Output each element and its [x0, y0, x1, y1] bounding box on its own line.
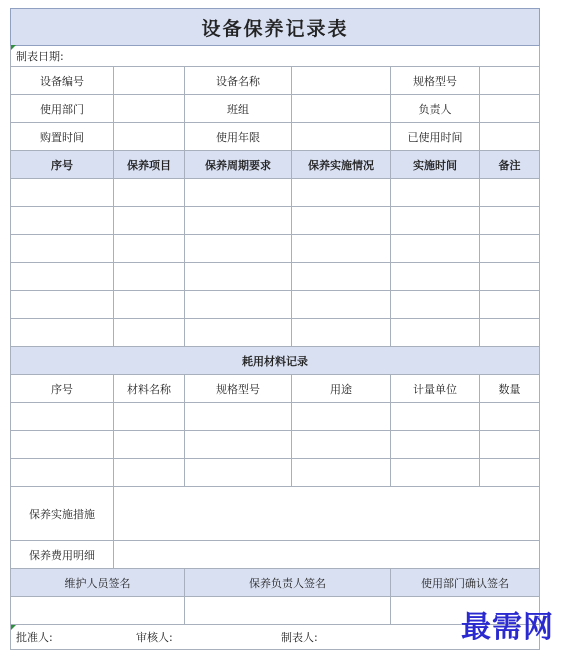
- value-purchase-time[interactable]: [114, 123, 185, 151]
- table-cell[interactable]: [292, 459, 391, 487]
- watermark-logo: 最需网: [461, 610, 554, 645]
- table-cell[interactable]: [114, 403, 185, 431]
- measures-label: 保养实施措施: [11, 487, 114, 541]
- label-service-life: 使用年限: [185, 123, 292, 151]
- table-cell[interactable]: [292, 263, 391, 291]
- table-cell[interactable]: [292, 403, 391, 431]
- maintenance-record-table: [10, 8, 540, 650]
- maintenance-row: [11, 319, 540, 347]
- table-cell[interactable]: [391, 459, 480, 487]
- maintenance-row: [11, 235, 540, 263]
- table-cell[interactable]: [391, 291, 480, 319]
- value-spec-model[interactable]: [480, 67, 540, 95]
- table-cell[interactable]: [480, 207, 540, 235]
- table-cell[interactable]: [185, 319, 292, 347]
- table-cell[interactable]: [185, 291, 292, 319]
- table-cell[interactable]: [114, 179, 185, 207]
- measures-row: [11, 487, 540, 541]
- table-cell[interactable]: [391, 207, 480, 235]
- table-cell[interactable]: [114, 263, 185, 291]
- value-department[interactable]: [114, 95, 185, 123]
- table-cell[interactable]: [480, 179, 540, 207]
- mat-header-spec: 规格型号: [185, 375, 292, 403]
- table-cell[interactable]: [185, 207, 292, 235]
- maintenance-row: [11, 207, 540, 235]
- reviewer-label[interactable]: 审核人:: [136, 631, 173, 644]
- label-team: 班组: [185, 95, 292, 123]
- table-cell[interactable]: [480, 319, 540, 347]
- cost-row: [11, 541, 540, 569]
- table-cell[interactable]: [11, 431, 114, 459]
- table-cell[interactable]: [11, 319, 114, 347]
- table-cell[interactable]: [185, 235, 292, 263]
- table-cell[interactable]: [11, 459, 114, 487]
- preparer-label[interactable]: 制表人:: [281, 631, 318, 644]
- label-spec-model: 规格型号: [391, 67, 480, 95]
- mat-header-use: 用途: [292, 375, 391, 403]
- table-cell[interactable]: [114, 291, 185, 319]
- maintenance-record-sheet: [10, 8, 539, 650]
- table-cell[interactable]: [480, 291, 540, 319]
- material-row: [11, 431, 540, 459]
- signature-department-label: 使用部门确认签名: [391, 569, 540, 597]
- value-equipment-no[interactable]: [114, 67, 185, 95]
- value-used-time[interactable]: [480, 123, 540, 151]
- table-cell[interactable]: [11, 179, 114, 207]
- material-row: [11, 403, 540, 431]
- table-cell[interactable]: [391, 235, 480, 263]
- title-row: [11, 9, 540, 46]
- table-cell[interactable]: [391, 319, 480, 347]
- signature-supervisor-label: 保养负责人签名: [185, 569, 391, 597]
- approver-label[interactable]: 批准人:: [16, 631, 53, 644]
- table-cell[interactable]: [391, 179, 480, 207]
- table-cell[interactable]: [185, 459, 292, 487]
- date-row: [11, 46, 540, 67]
- table-cell[interactable]: [185, 179, 292, 207]
- table-cell[interactable]: [391, 431, 480, 459]
- table-cell[interactable]: [480, 235, 540, 263]
- table-cell[interactable]: [11, 291, 114, 319]
- table-cell[interactable]: [292, 319, 391, 347]
- info-row-3: [11, 123, 540, 151]
- label-person-in-charge: 负责人: [391, 95, 480, 123]
- table-cell[interactable]: [480, 403, 540, 431]
- cost-value[interactable]: [114, 541, 540, 569]
- header-status: 保养实施情况: [292, 151, 391, 179]
- cell-comment-marker: [11, 625, 16, 630]
- table-cell[interactable]: [292, 179, 391, 207]
- form-title: 设备保养记录表: [11, 9, 540, 46]
- header-item: 保养项目: [114, 151, 185, 179]
- signature-maintainer-field[interactable]: [11, 597, 185, 625]
- header-time: 实施时间: [391, 151, 480, 179]
- table-cell[interactable]: [292, 291, 391, 319]
- materials-section-title: 耗用材料记录: [11, 347, 540, 375]
- table-cell[interactable]: [185, 263, 292, 291]
- mat-header-seq: 序号: [11, 375, 114, 403]
- table-cell[interactable]: [114, 319, 185, 347]
- table-cell[interactable]: [185, 431, 292, 459]
- table-cell[interactable]: [391, 403, 480, 431]
- table-cell[interactable]: [480, 431, 540, 459]
- table-cell[interactable]: [11, 263, 114, 291]
- label-equipment-name: 设备名称: [185, 67, 292, 95]
- materials-header-row: [11, 375, 540, 403]
- mat-header-name: 材料名称: [114, 375, 185, 403]
- label-equipment-no: 设备编号: [11, 67, 114, 95]
- header-cycle: 保养周期要求: [185, 151, 292, 179]
- table-cell[interactable]: [480, 263, 540, 291]
- signature-header-row: [11, 569, 540, 597]
- signature-maintainer-label: 维护人员签名: [11, 569, 185, 597]
- mat-header-qty: 数量: [480, 375, 540, 403]
- table-cell[interactable]: [391, 263, 480, 291]
- label-purchase-time: 购置时间: [11, 123, 114, 151]
- header-remark: 备注: [480, 151, 540, 179]
- mat-header-unit: 计量单位: [391, 375, 480, 403]
- maintenance-header-row: [11, 151, 540, 179]
- table-cell[interactable]: [114, 207, 185, 235]
- table-cell[interactable]: [11, 235, 114, 263]
- label-used-time: 已使用时间: [391, 123, 480, 151]
- material-row: [11, 459, 540, 487]
- table-cell[interactable]: [292, 235, 391, 263]
- date-label[interactable]: 制表日期:: [11, 46, 540, 67]
- table-cell[interactable]: [11, 207, 114, 235]
- table-cell[interactable]: [114, 235, 185, 263]
- materials-section-row: [11, 347, 540, 375]
- value-equipment-name[interactable]: [292, 67, 391, 95]
- value-service-life[interactable]: [292, 123, 391, 151]
- info-row-2: [11, 95, 540, 123]
- value-team[interactable]: [292, 95, 391, 123]
- table-cell[interactable]: [292, 431, 391, 459]
- measures-value[interactable]: [114, 487, 540, 541]
- maintenance-row: [11, 179, 540, 207]
- table-cell[interactable]: [292, 207, 391, 235]
- table-cell[interactable]: [11, 403, 114, 431]
- table-cell[interactable]: [185, 403, 292, 431]
- cell-comment-marker: [11, 45, 16, 50]
- cost-label: 保养费用明细: [11, 541, 114, 569]
- info-row-1: [11, 67, 540, 95]
- maintenance-row: [11, 263, 540, 291]
- header-seq: 序号: [11, 151, 114, 179]
- table-cell[interactable]: [480, 459, 540, 487]
- label-department: 使用部门: [11, 95, 114, 123]
- value-person-in-charge[interactable]: [480, 95, 540, 123]
- maintenance-row: [11, 291, 540, 319]
- table-cell[interactable]: [114, 431, 185, 459]
- signature-supervisor-field[interactable]: [185, 597, 391, 625]
- table-cell[interactable]: [114, 459, 185, 487]
